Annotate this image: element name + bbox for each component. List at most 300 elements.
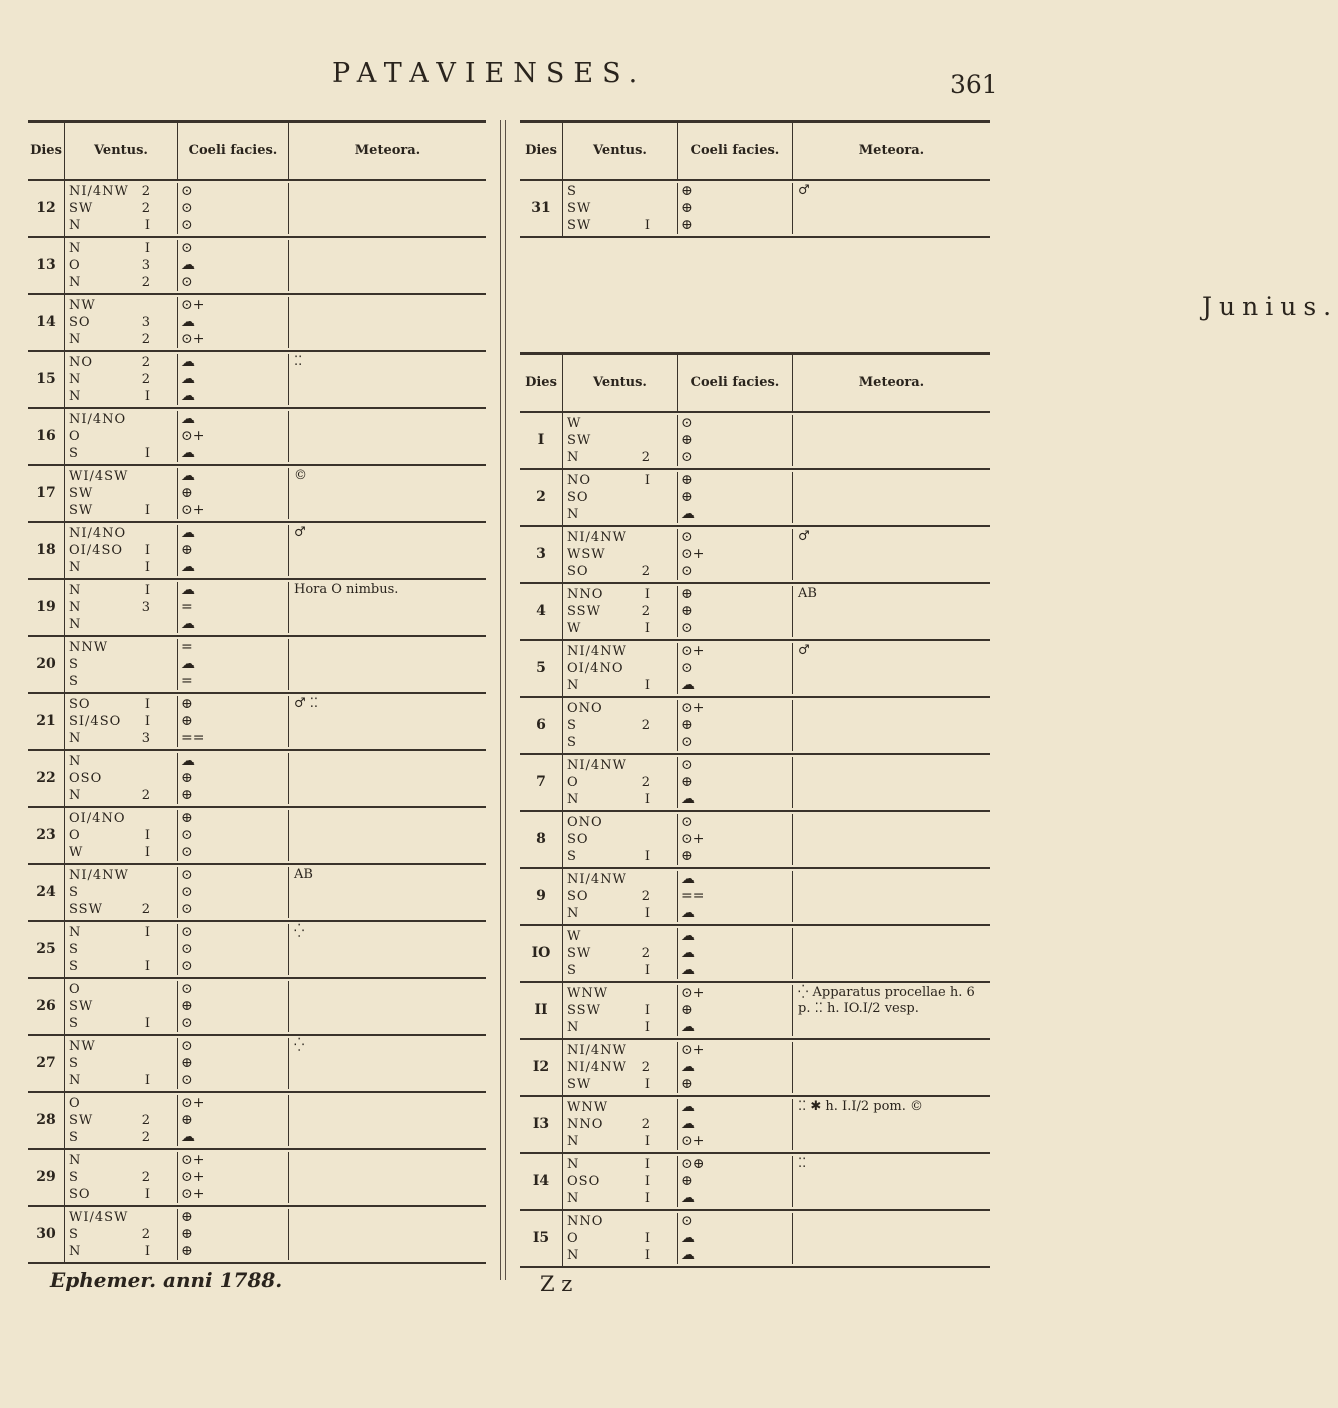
wind-line (563, 183, 677, 200)
day-number: 23 (28, 808, 65, 863)
wind-strength: 2 (641, 604, 651, 619)
ventus-cell (65, 753, 178, 804)
wind-direction: SW (567, 1077, 592, 1092)
sky-symbol: = (181, 673, 193, 689)
table-row (520, 926, 990, 983)
ventus-cell (563, 529, 678, 580)
table-row (520, 812, 990, 869)
wind-line (65, 388, 177, 405)
day-number: 5 (520, 641, 563, 696)
sky-symbol: ⊙+ (181, 1186, 205, 1202)
wind-direction: NI/4NW (567, 644, 627, 659)
wind-strength: I (644, 1191, 651, 1206)
wind-strength: I (644, 621, 651, 636)
sky-symbol: ☁ (681, 905, 695, 921)
wind-line (563, 529, 677, 546)
wind-line (65, 1072, 177, 1089)
day-number: 2 (520, 470, 563, 525)
wind-direction: NI/4NW (69, 868, 129, 883)
day-number: IO (520, 926, 563, 981)
sky-symbol: ⊙ (181, 200, 193, 216)
day-number: 28 (28, 1093, 65, 1148)
sky-symbol: ⊙ (181, 1015, 193, 1031)
wind-direction: NI/4NW (567, 1060, 627, 1075)
wind-line (65, 1112, 177, 1129)
wind-line (65, 217, 177, 234)
ventus-cell (65, 810, 178, 861)
wind-strength: I (144, 218, 151, 233)
meteora-cell (793, 928, 990, 979)
wind-direction: N (69, 218, 82, 233)
wind-direction: S (567, 963, 577, 978)
meteora-cell: ⁚⁚ ✱ h. I.I/2 pom. © (798, 1099, 923, 1114)
table-row (520, 983, 990, 1040)
wind-direction: SW (69, 503, 94, 518)
wind-line (65, 844, 177, 861)
coeli-cell (678, 1042, 793, 1093)
table-row (520, 1211, 990, 1268)
sky-symbol: ☁ (681, 962, 695, 978)
sky-symbol: ⊙ (681, 1213, 693, 1229)
header-dies: Dies (520, 355, 563, 411)
wind-direction: S (69, 942, 79, 957)
footer-gathering: Z z (540, 1272, 573, 1296)
month-title: Junius. (1202, 292, 1338, 321)
wind-direction: WI/4SW (69, 469, 129, 484)
sky-symbol: ☁ (681, 677, 695, 693)
sky-symbol: ☁ (181, 559, 195, 575)
coeli-cell (178, 753, 289, 804)
sky-symbol: ⊙+ (681, 643, 705, 659)
sky-symbol: ⊙ (181, 183, 193, 199)
wind-line (563, 1190, 677, 1207)
wind-line (563, 643, 677, 660)
wind-direction: SW (69, 1113, 94, 1128)
wind-line (65, 656, 177, 673)
header-dies: Dies (520, 123, 563, 179)
table-row (28, 580, 486, 637)
meteora-cell (289, 240, 486, 291)
wind-strength: I (144, 1016, 151, 1031)
wind-strength: I (144, 583, 151, 598)
day-number: 12 (28, 181, 65, 236)
wind-line (563, 831, 677, 848)
meteora-cell (289, 411, 486, 462)
header-meteora: Meteora. (354, 143, 421, 158)
sky-symbol: ⊙ (181, 901, 193, 917)
sky-symbol: ☁ (181, 445, 195, 461)
sky-symbol: = (181, 639, 193, 655)
meteora-cell: ⁛ (294, 1038, 305, 1053)
ventus-cell (65, 924, 178, 975)
ventus-cell (563, 985, 678, 1036)
sky-symbol: ⊙ (181, 867, 193, 883)
meteora-cell (289, 1209, 486, 1260)
coeli-cell (678, 1099, 793, 1150)
wind-strength: I (144, 503, 151, 518)
table-header (520, 355, 990, 413)
column-divider (505, 120, 506, 1280)
wind-line (65, 468, 177, 485)
wind-line (563, 677, 677, 694)
coeli-cell (678, 871, 793, 922)
meteora-cell (793, 1213, 990, 1264)
sky-symbol: ⊕ (681, 848, 693, 864)
wind-direction: SW (69, 486, 94, 501)
ventus-cell (563, 472, 678, 523)
wind-line (65, 1209, 177, 1226)
ventus-cell (65, 1152, 178, 1203)
day-number: I2 (520, 1040, 563, 1095)
wind-line (65, 1243, 177, 1260)
wind-direction: OI/4SO (69, 543, 124, 558)
meteora-cell (793, 757, 990, 808)
wind-line (65, 559, 177, 576)
sky-symbol: ⊙ (681, 415, 693, 431)
wind-direction: S (69, 885, 79, 900)
coeli-cell (678, 472, 793, 523)
wind-line (563, 563, 677, 580)
wind-direction: WNW (567, 986, 609, 1001)
sky-symbol: ⊙ (681, 449, 693, 465)
wind-direction: N (69, 241, 82, 256)
table-header (520, 123, 990, 181)
sky-symbol: ☁ (181, 525, 195, 541)
day-number: 3 (520, 527, 563, 582)
wind-direction: NI/4NW (567, 758, 627, 773)
sky-symbol: ⊙ (681, 620, 693, 636)
coeli-cell (178, 411, 289, 462)
wind-line (65, 1186, 177, 1203)
wind-line (563, 700, 677, 717)
wind-direction: SO (69, 315, 91, 330)
meteora-cell: ⁛ (294, 924, 305, 939)
wind-strength: I (644, 792, 651, 807)
sky-symbol: ⊙+ (681, 985, 705, 1001)
sky-symbol: = (181, 599, 193, 615)
right-top-rows (520, 181, 990, 238)
sky-symbol: ⊕ (181, 770, 193, 786)
wind-line (65, 787, 177, 804)
wind-direction: N (567, 792, 580, 807)
meteora-cell: ⁚⁚ (294, 354, 303, 369)
wind-direction: S (567, 735, 577, 750)
wind-direction: SW (567, 218, 592, 233)
wind-direction: N (567, 678, 580, 693)
wind-direction: N (69, 560, 82, 575)
wind-direction: N (69, 731, 82, 746)
wind-line (563, 449, 677, 466)
wind-line (563, 791, 677, 808)
ventus-cell (65, 297, 178, 348)
wind-direction: NI/4NW (69, 184, 129, 199)
wind-line (65, 183, 177, 200)
wind-line (563, 506, 677, 523)
table-row (520, 869, 990, 926)
coeli-cell (178, 240, 289, 291)
day-number: 7 (520, 755, 563, 810)
wind-strength: I (644, 587, 651, 602)
wind-strength: I (144, 828, 151, 843)
sky-symbol: ☁ (181, 753, 195, 769)
ventus-cell (563, 814, 678, 865)
wind-line (65, 1038, 177, 1055)
sky-symbol: ☁ (681, 1116, 695, 1132)
table-row (520, 181, 990, 238)
wind-strength: 2 (141, 184, 151, 199)
sky-symbol: ⊙ (181, 958, 193, 974)
wind-line (563, 1076, 677, 1093)
table-row (28, 238, 486, 295)
sky-symbol: ⊙ (181, 844, 193, 860)
ventus-cell (65, 1095, 178, 1146)
coeli-cell (678, 643, 793, 694)
table-row (28, 1207, 486, 1264)
day-number: 14 (28, 295, 65, 350)
sky-symbol: ⊙ (181, 981, 193, 997)
sky-symbol: ☁ (681, 945, 695, 961)
header-coeli: Coeli facies. (678, 123, 793, 179)
wind-direction: SW (567, 433, 592, 448)
wind-line (563, 717, 677, 734)
wind-line (65, 297, 177, 314)
day-number: 24 (28, 865, 65, 920)
wind-direction: NI/4NW (567, 872, 627, 887)
wind-direction: N (567, 450, 580, 465)
wind-strength: I (144, 1244, 151, 1259)
ventus-cell (563, 643, 678, 694)
wind-strength: 3 (141, 258, 151, 273)
meteora-cell (289, 753, 486, 804)
sky-symbol: ⊙ (681, 814, 693, 830)
sky-symbol: ⊕ (681, 1076, 693, 1092)
meteora-cell: AB (294, 867, 313, 882)
meteora-cell (793, 415, 990, 466)
wind-line (65, 1095, 177, 1112)
day-number: 9 (520, 869, 563, 924)
wind-strength: 3 (141, 315, 151, 330)
ventus-cell (65, 411, 178, 462)
page-header (0, 52, 1066, 99)
day-number: 26 (28, 979, 65, 1034)
wind-line (563, 757, 677, 774)
table-row (28, 694, 486, 751)
wind-line (65, 428, 177, 445)
sky-symbol: ⊙⊕ (681, 1156, 705, 1172)
wind-line (563, 200, 677, 217)
coeli-cell (678, 415, 793, 466)
ventus-cell (563, 586, 678, 637)
sky-symbol: ☁ (681, 1230, 695, 1246)
table-row (520, 698, 990, 755)
wind-direction: N (567, 507, 580, 522)
sky-symbol: ☁ (181, 354, 195, 370)
wind-line (65, 616, 177, 633)
sky-symbol: ☁ (681, 1247, 695, 1263)
wind-direction: N (69, 754, 82, 769)
wind-direction: SI/4SO (69, 714, 122, 729)
wind-strength: I (144, 845, 151, 860)
wind-strength: I (644, 218, 651, 233)
sky-symbol: ☁ (181, 388, 195, 404)
wind-direction: SSW (69, 902, 103, 917)
wind-line (563, 1042, 677, 1059)
wind-direction: NI/4NW (567, 530, 627, 545)
wind-strength: 2 (141, 1170, 151, 1185)
ventus-cell (65, 240, 178, 291)
wind-strength: I (644, 678, 651, 693)
sky-symbol: ⊙ (181, 884, 193, 900)
wind-strength: I (144, 543, 151, 558)
meteora-cell (289, 1095, 486, 1146)
sky-symbol: ⊙ (681, 529, 693, 545)
wind-strength: I (644, 963, 651, 978)
meteora-cell: ♂ (798, 183, 810, 198)
wind-direction: N (567, 1191, 580, 1206)
wind-direction: OI/4NO (69, 811, 126, 826)
meteora-cell (289, 981, 486, 1032)
ventus-cell (65, 1038, 178, 1089)
table-row (28, 523, 486, 580)
table-row (520, 527, 990, 584)
meteora-cell: ♂ (798, 529, 810, 544)
meteora-cell: ♂ (798, 643, 810, 658)
ventus-cell (563, 183, 678, 234)
sky-symbol: ☁ (681, 506, 695, 522)
wind-strength: I (144, 714, 151, 729)
day-number: 18 (28, 523, 65, 578)
wind-direction: OSO (567, 1174, 601, 1189)
sky-symbol: ⊕ (181, 696, 193, 712)
coeli-cell (678, 757, 793, 808)
wind-line (563, 1173, 677, 1190)
wind-direction: SO (567, 564, 589, 579)
wind-direction: N (69, 788, 82, 803)
sky-symbol: ⊕ (681, 489, 693, 505)
wind-line (65, 1015, 177, 1032)
wind-direction: SO (567, 490, 589, 505)
wind-direction: NW (69, 298, 96, 313)
wind-line (65, 810, 177, 827)
wind-strength: 2 (641, 946, 651, 961)
table-row (520, 1154, 990, 1211)
wind-direction: S (69, 1056, 79, 1071)
day-number: 30 (28, 1207, 65, 1262)
wind-direction: NNO (567, 587, 604, 602)
wind-line (65, 240, 177, 257)
table-row (520, 1040, 990, 1097)
header-ventus: Ventus. (65, 123, 178, 179)
coeli-cell (178, 1152, 289, 1203)
table-row (28, 466, 486, 523)
wind-line (563, 1002, 677, 1019)
header-coeli: Coeli facies. (178, 123, 289, 179)
wind-strength: I (644, 1134, 651, 1149)
day-number: 25 (28, 922, 65, 977)
wind-line (563, 905, 677, 922)
wind-direction: SW (69, 999, 94, 1014)
wind-strength: I (644, 1020, 651, 1035)
wind-strength: 2 (641, 889, 651, 904)
sky-symbol: ⊙+ (181, 297, 205, 313)
wind-line (563, 620, 677, 637)
day-number: II (520, 983, 563, 1038)
wind-direction: S (567, 849, 577, 864)
wind-direction: SW (69, 201, 94, 216)
header-ventus: Ventus. (563, 123, 678, 179)
wind-strength: I (144, 959, 151, 974)
table-row (28, 751, 486, 808)
ventus-cell (563, 1099, 678, 1150)
ventus-cell (65, 183, 178, 234)
meteora-cell (289, 1152, 486, 1203)
sky-symbol: ⊕ (181, 1209, 193, 1225)
wind-strength: 2 (141, 1130, 151, 1145)
wind-direction: NO (69, 355, 94, 370)
ventus-cell (65, 354, 178, 405)
wind-line (563, 1116, 677, 1133)
wind-line (65, 371, 177, 388)
sky-symbol: ⊕ (181, 1226, 193, 1242)
sky-symbol: ⊙ (181, 827, 193, 843)
wind-direction: ONO (567, 701, 603, 716)
wind-direction: S (69, 1227, 79, 1242)
coeli-cell (178, 981, 289, 1032)
coeli-cell (678, 814, 793, 865)
coeli-cell (178, 1038, 289, 1089)
sky-symbol: ⊙ (681, 563, 693, 579)
wind-direction: SW (567, 201, 592, 216)
coeli-cell (178, 297, 289, 348)
wind-line (65, 981, 177, 998)
table-row (520, 470, 990, 527)
table-row (28, 637, 486, 694)
sky-symbol: ⊙+ (181, 1152, 205, 1168)
sky-symbol: ⊕ (681, 774, 693, 790)
meteora-cell: AB (798, 586, 817, 601)
ventus-cell (563, 1213, 678, 1264)
wind-line (65, 542, 177, 559)
wind-direction: S (69, 657, 79, 672)
wind-line (65, 525, 177, 542)
wind-line (563, 1213, 677, 1230)
sky-symbol: ⊙+ (681, 546, 705, 562)
wind-line (563, 848, 677, 865)
ventus-cell (563, 1156, 678, 1207)
wind-line (65, 713, 177, 730)
wind-direction: W (567, 416, 582, 431)
left-observation-table (28, 120, 486, 1264)
wind-direction: S (567, 718, 577, 733)
coeli-cell (178, 867, 289, 918)
sky-symbol: ⊙+ (181, 331, 205, 347)
wind-direction: WI/4SW (69, 1210, 129, 1225)
ventus-cell (563, 757, 678, 808)
wind-line (65, 274, 177, 291)
day-number: I4 (520, 1154, 563, 1209)
table-row (28, 979, 486, 1036)
coeli-cell (678, 700, 793, 751)
wind-line (65, 200, 177, 217)
day-number: 19 (28, 580, 65, 635)
sky-symbol: ☁ (181, 411, 195, 427)
column-divider (500, 120, 501, 1280)
sky-symbol: ⊙+ (681, 1042, 705, 1058)
meteora-cell: Hora O nimbus. (294, 582, 399, 597)
wind-strength: 2 (141, 275, 151, 290)
wind-direction: N (69, 1153, 82, 1168)
sky-symbol: == (181, 730, 205, 746)
